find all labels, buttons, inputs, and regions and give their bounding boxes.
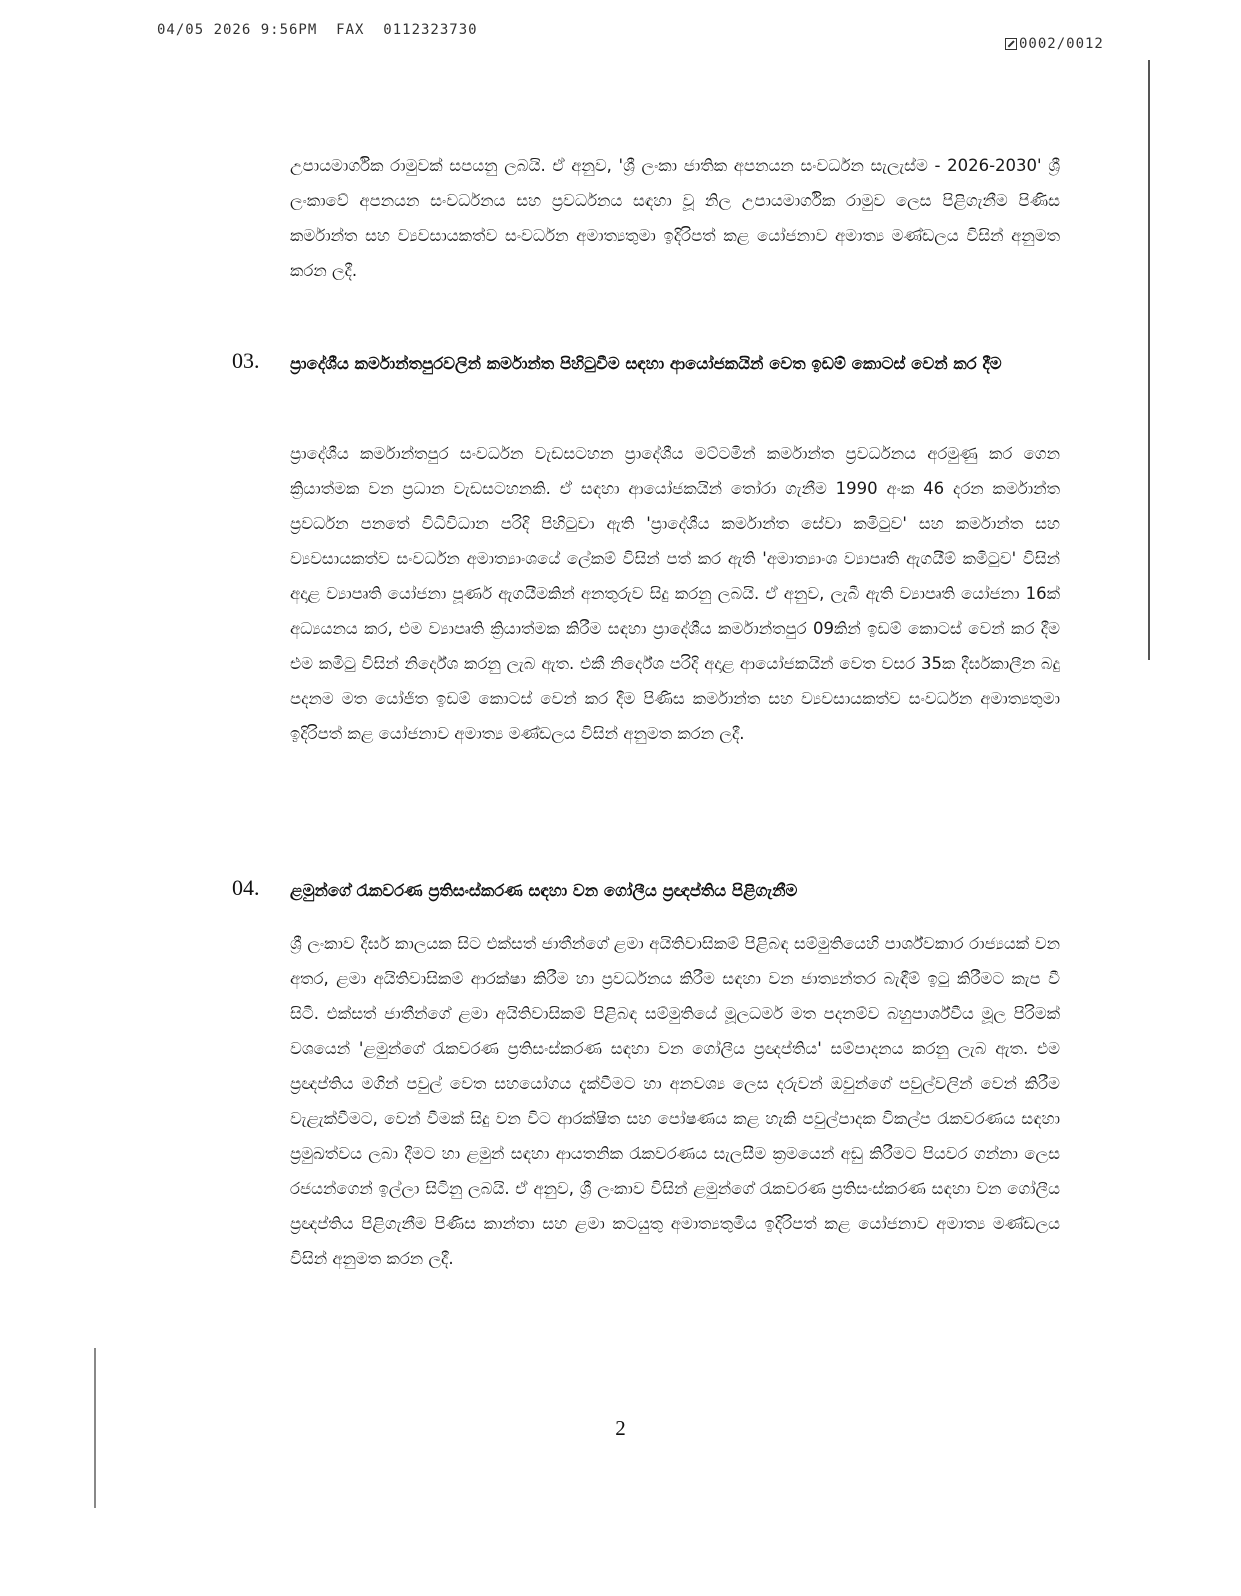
item-number: 04.	[232, 875, 260, 900]
page-number: 2	[615, 1416, 626, 1440]
intro-paragraph: උපායමාර්ගික රාමුවක් සපයනු ලබයි. ඒ අනුව, 'ශ්‍රී ලංකා ජාතික අපනයන සංවර්ධන සැලැස්ම - 2026-2030' ශ්‍රී ලංකාවේ අපනයන සංවර්ධනය සහ ප්‍රවර්ධනය සඳහා වූ නිල උපායමාර්ගික රාමුව ලෙස පිළිගැනීම පිණිස කර්මාන්ත සහ ව්‍යවසායකත්ව සංවර්ධන අමාත්‍යතුමා ඉදිරිපත් කළ යෝජනාව අමාත්‍ය මණ්ඩලය විසින් අනුමත කරන ලදී.	[290, 156, 1060, 280]
fax-page-reference	[1005, 36, 1104, 52]
item-number: 03.	[232, 348, 260, 373]
fax-page-number: 0002/0012	[1019, 36, 1104, 52]
item-title: ප්‍රාදේශීය කර්මාන්තපුරවලින් කර්මාන්ත පිහිටුවීම සඳහා ආයෝජකයින් වෙත ඉඩම් කොටස් වෙන් කර දීම	[290, 354, 1002, 373]
fax-header-line: 04/05 2026 9:56PM FAX 0112323730	[157, 22, 478, 38]
item-title: ළමුන්ගේ රැකවරණ ප්‍රතිසංස්කරණ සඳහා වන ගෝලීය ප්‍රඥප්තිය පිළිගැනීම	[290, 881, 798, 900]
scan-edge-line	[1148, 60, 1150, 660]
item-body: ප්‍රාදේශීය කර්මාන්තපුර සංවර්ධන වැඩසටහන ප්‍රාදේශීය මට්ටමින් කර්මාන්ත ප්‍රවර්ධනය අරමුණු කර ගෙන ක්‍රියාත්මක වන ප්‍රධාන වැඩසටහනකි. ඒ සඳහා ආයෝජකයින් තෝරා ගැනීම 1990 අංක 46 දරන කර්මාන්ත ප්‍රවර්ධන පනතේ විධිවිධාන පරිදි පිහිටුවා ඇති 'ප්‍රාදේශීය කර්මාන්ත සේවා කමිටුව' සහ කර්මාන්ත සහ ව්‍යවසායකත්ව සංවර්ධන අමාත්‍යාංශයේ ලේකම් විසින් පත් කර ඇති 'අමාත්‍යාංශ ව්‍යාපෘති ඇගයීම් කමිටුව' විසින් අදාළ ව්‍යාපෘති යෝජනා පූර්ණ ඇගයීමකින් අනතුරුව සිදු කරනු ලබයි. ඒ අනුව, ලැබී ඇති ව්‍යාපෘති යෝජනා 16ක් අධ්‍යයනය කර, එම ව්‍යාපෘති ක්‍රියාත්මක කිරීම සඳහා ප්‍රාදේශීය කර්මාන්තපුර 09කින් ඉඩම් කොටස් වෙන් කර දීම එම කමිටු විසින් නිර්දේශ කරනු ලැබ ඇත. එකී නිර්දේශ පරිදි අදාළ ආයෝජකයින් වෙත වසර 35ක දීර්ඝකාලීන බදු පදනම මත යෝජිත ඉඩම් කොටස් වෙන් කර දීම පිණිස කර්මාන්ත සහ ව්‍යවසායකත්ව සංවර්ධන අමාත්‍යතුමා ඉදිරිපත් කළ යෝජනාව අමාත්‍ය මණ්ඩලය විසින් අනුමත කරන ලදී.	[290, 444, 1060, 743]
item-body: ශ්‍රී ලංකාව දීර්ඝ කාලයක සිට එක්සත් ජාතීන්ගේ ළමා අයිතිවාසිකම් පිළිබඳ සම්මුතියෙහි පාර්ශ්වකාර රාජ්‍යයක් වන අතර, ළමා අයිතිවාසිකම් ආරක්ෂා කිරීම හා ප්‍රවර්ධනය කිරීම සඳහා වන ජාත්‍යන්තර බැඳීම් ඉටු කිරීමට කැප වී සිටී. එක්සත් ජාතීන්ගේ ළමා අයිතිවාසිකම් පිළිබඳ සම්මුතියේ මූලධර්ම මත පදනම්ව බහුපාර්ශ්වීය මූල පිරිමක් වශයෙන් 'ළමුන්ගේ රැකවරණ ප්‍රතිසංස්කරණ සඳහා වන ගෝලීය ප්‍රඥප්තිය' සම්පාදනය කරනු ලැබ ඇත. එම ප්‍රඥප්තිය මගින් පවුල් වෙත සහයෝගය දැක්වීමට හා අනවශ්‍ය ලෙස දරුවන් ඔවුන්ගේ පවුල්වලින් වෙන් කිරීම වැළැක්වීමට, වෙන් වීමක් සිදු වන විට ආරක්ෂිත සහ පෝෂණය කළ හැකි පවුල්පාදක විකල්ප රැකවරණය සඳහා ප්‍රමුඛත්වය ලබා දීමට හා ළමුන් සඳහා ආයතනික රැකවරණය සැලසීම ක්‍රමයෙන් අඩු කිරීමට පියවර ගන්නා ලෙස රජයන්ගෙන් ඉල්ලා සිටිනු ලබයි. ඒ අනුව, ශ්‍රී ලංකාව විසින් ළමුන්ගේ රැකවරණ ප්‍රතිසංස්කරණ සඳහා වන ගෝලීය ප්‍රඥප්තිය පිළිගැනීම පිණිස කාන්තා සහ ළමා කටයුතු අමාත්‍යතුමිය ඉදිරිපත් කළ යෝජනාව අමාත්‍ය මණ්ඩලය විසින් අනුමත කරන ලදී.	[290, 934, 1060, 1268]
fax-checkbox-icon	[1005, 38, 1017, 50]
